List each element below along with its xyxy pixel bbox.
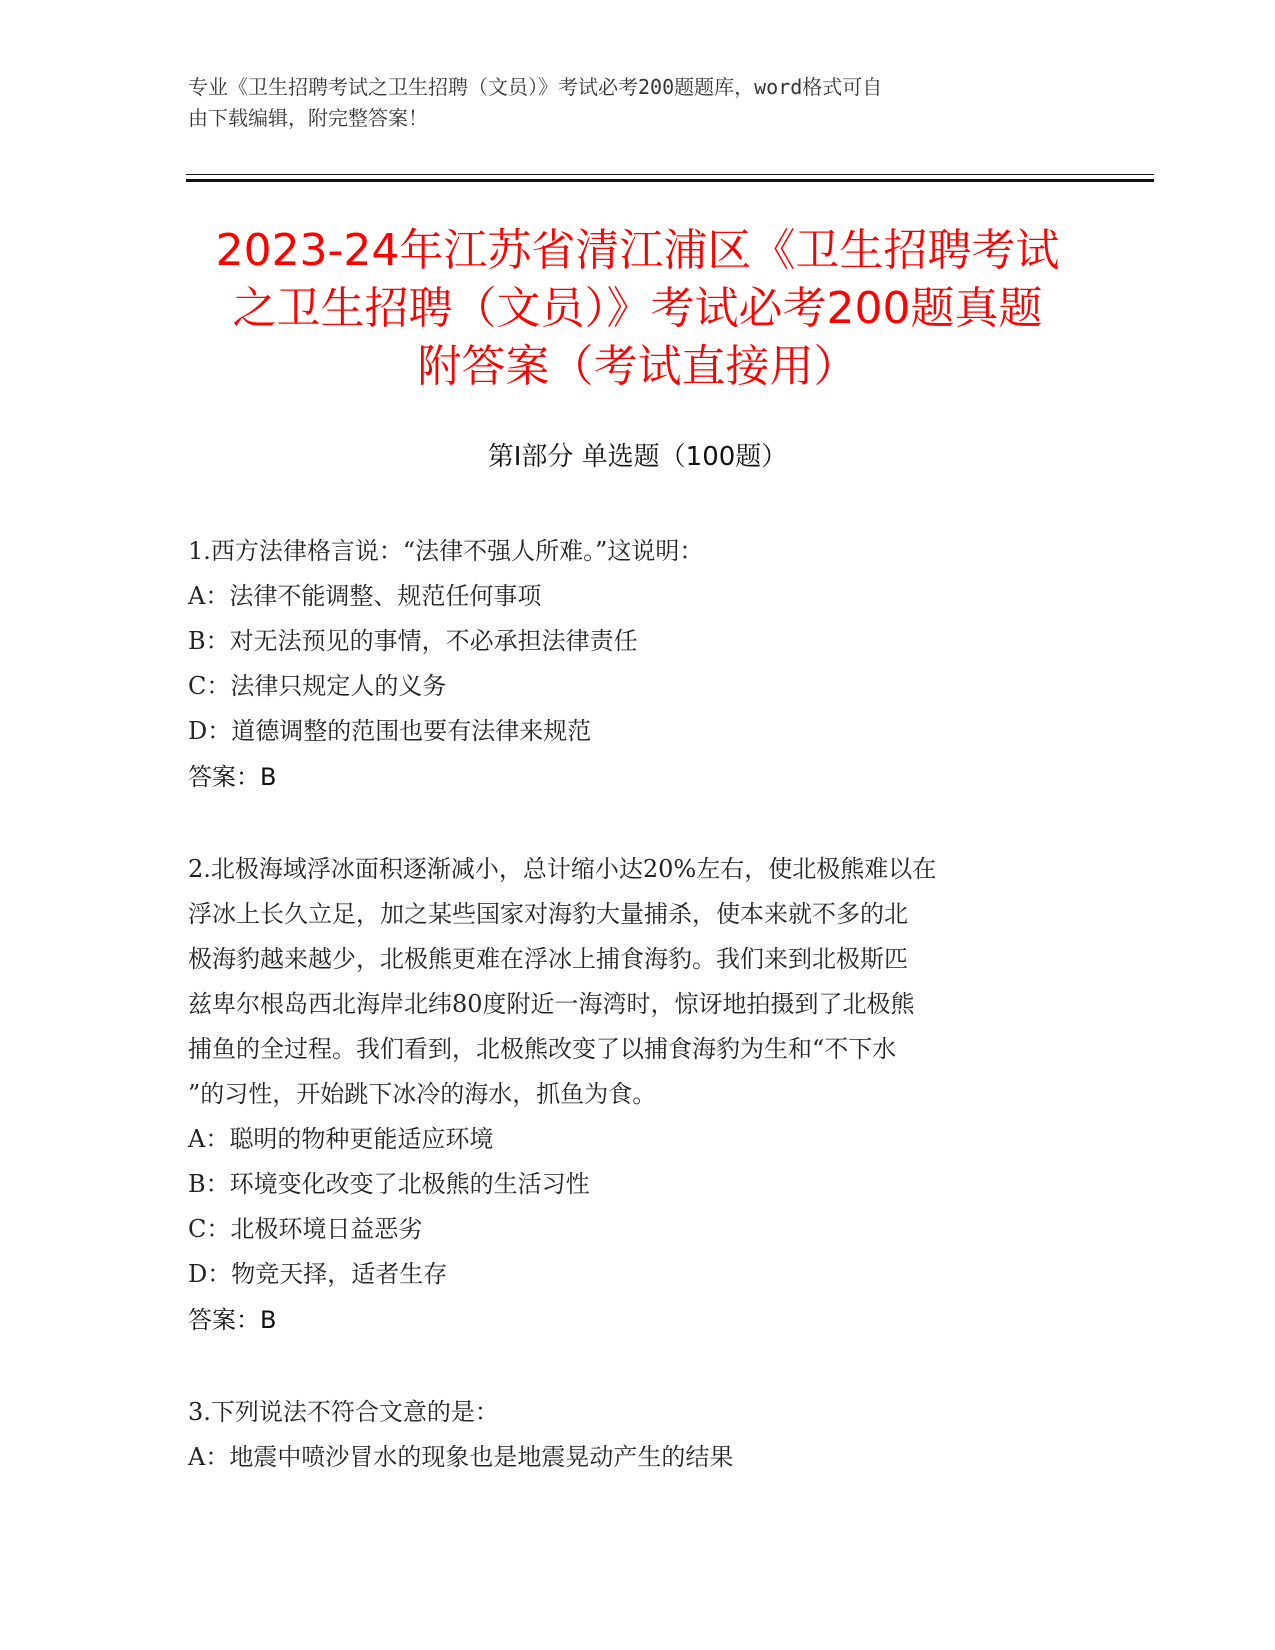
- option-d: D：物竞天择，适者生存: [188, 1260, 448, 1288]
- title-line: 之卫生招聘（文员）》考试必考200题真题: [232, 283, 1043, 334]
- option-a: A：法律不能调整、规范任何事项: [188, 582, 542, 610]
- title-line: 2023-24年江苏省清江浦区《卫生招聘考试: [215, 225, 1060, 276]
- question-stem: 3.下列说法不符合文意的是：: [188, 1398, 499, 1426]
- header-divider-thick: [186, 179, 1154, 182]
- question-list: [188, 529, 1088, 1527]
- option-b: B：环境变化改变了北极熊的生活习性: [188, 1170, 590, 1198]
- question-stem-line: 浮冰上长久立足，加之某些国家对海豹大量捕杀，使本来就不多的北: [188, 900, 908, 928]
- question-item: [188, 529, 1088, 800]
- question-stem-line: 极海豹越来越少，北极熊更难在浮冰上捕食海豹。我们来到北极斯匹: [188, 945, 908, 973]
- question-stem-line: 2.北极海域浮冰面积逐渐减小，总计缩小达20%左右，使北极熊难以在: [188, 855, 937, 883]
- question-stem-line: 兹卑尔根岛西北海岸北纬80度附近一海湾时，惊讶地拍摄到了北极熊: [188, 990, 915, 1018]
- question-stem-line: ”的习性，开始跳下冰冷的海水，抓鱼为食。: [188, 1080, 657, 1108]
- option-c: C：法律只规定人的义务: [188, 672, 447, 700]
- header-note: [188, 72, 1068, 134]
- question-item: [188, 1390, 1088, 1480]
- option-b: B：对无法预见的事情，不必承担法律责任: [188, 627, 638, 655]
- question-item: [188, 847, 1088, 1343]
- option-a: A：聪明的物种更能适应环境: [188, 1125, 494, 1153]
- header-divider-thin: [186, 174, 1154, 175]
- option-d: D：道德调整的范围也要有法律来规范: [188, 717, 592, 745]
- header-note-line: 由下载编辑，附完整答案！: [188, 106, 428, 130]
- title-line: 附答案（考试直接用）: [417, 341, 858, 392]
- option-c: C：北极环境日益恶劣: [188, 1215, 423, 1243]
- answer-label: 答案：B: [188, 1306, 277, 1334]
- question-stem: 1.西方法律格言说：“法律不强人所难。”这说明：: [188, 537, 704, 565]
- question-stem-line: 捕鱼的全过程。我们看到，北极熊改变了以捕食海豹为生和“不下水: [188, 1035, 897, 1063]
- header-note-line: 专业《卫生招聘考试之卫生招聘（文员）》考试必考200题题库，word格式可自: [188, 75, 883, 99]
- answer-label: 答案：B: [188, 763, 277, 791]
- option-a: A：地震中喷沙冒水的现象也是地震晃动产生的结果: [188, 1443, 734, 1471]
- document-title: [150, 222, 1125, 396]
- section-heading: 第I部分 单选题（100题）: [487, 442, 788, 472]
